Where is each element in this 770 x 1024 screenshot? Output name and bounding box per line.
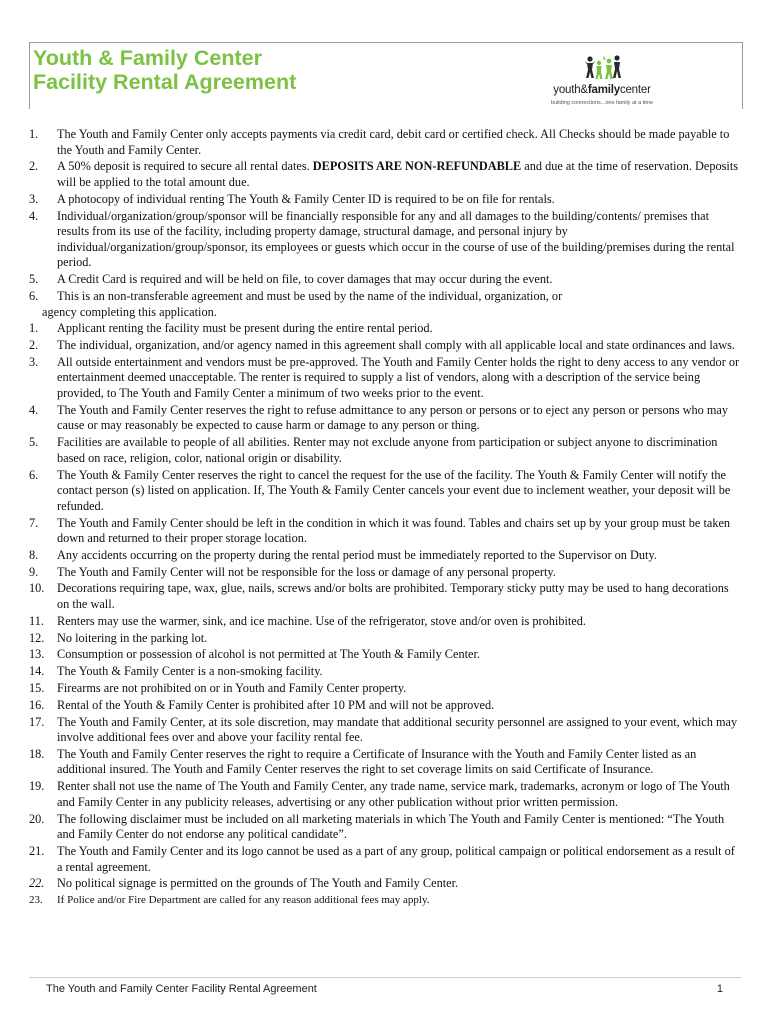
list-item-text: Decorations requiring tape, wax, glue, nails, screws and/or bolts are prohibited. Temporary sticky putty may be used to hang decorations on the wall. [57, 581, 729, 612]
list-item-text: If Police and/or Fire Department are called for any reason additional fees may apply. [57, 894, 430, 907]
list-item [29, 812, 741, 843]
list-item-number: 23. [29, 894, 43, 907]
list-item-text: Rental of the Youth & Family Center is prohibited after 10 PM and will not be approved. [57, 697, 495, 712]
list-item-number: 13. [29, 647, 45, 662]
list-item [29, 435, 741, 466]
list-item-number: 1. [29, 127, 39, 141]
list-item [29, 893, 741, 909]
logo-word-youth: youth& [553, 84, 588, 96]
footer-title: The Youth and Family Center Facility Rental Agreement [46, 983, 317, 995]
list-item [29, 614, 741, 630]
family-figures-icon [584, 52, 624, 82]
list-item-text: The Youth and Family Center reserves the right to require a Certificate of Insurance with the Youth and Family Center listed as an additional insured. The Youth and Family Center reserves the right to set coverage limits on said Certificate of Insurance. [57, 746, 697, 777]
list-item-number: 5. [29, 435, 39, 450]
list-item-number: 21. [29, 844, 45, 858]
logo-tagline: building connections...one family at a time [550, 100, 654, 106]
list-item [29, 565, 741, 581]
logo-word-family: family [587, 84, 620, 96]
list-item [29, 681, 741, 697]
list-item-text: The following disclaimer must be included on all marketing materials in which The Youth and Family Center is mentioned: “The Youth and Family Center do not endorse any political candidate”. [57, 811, 725, 842]
list-item [29, 715, 741, 746]
list-item-number: 3. [29, 354, 39, 369]
list-item-number: 8. [29, 547, 39, 562]
list-item-text: A 50% deposit is required to secure all rental dates. [57, 159, 313, 174]
list-item-text: Facilities are available to people of all abilities. Renter may not exclude anyone from participation or subject anyone to discrimination based on race, religion, color, national origin or disability. [57, 435, 718, 465]
rules-list [29, 127, 741, 910]
list-item-text: The Youth & Family Center is a non-smoking facility. [57, 664, 323, 679]
list-item [29, 876, 741, 892]
list-item-number: 6. [29, 467, 39, 482]
list-item-number: 3. [29, 191, 39, 206]
list-item-text: A photocopy of individual renting The Youth & Family Center ID is required to be on file for rentals. [57, 191, 555, 206]
list-item-text: No loitering in the parking lot. [57, 630, 208, 645]
list-item-number: 4. [29, 402, 39, 417]
list-item [29, 338, 741, 354]
list-item [29, 289, 741, 305]
page-footer [46, 983, 723, 995]
list-item-number: 16. [29, 697, 45, 712]
list-item-text: Firearms are not prohibited on or in Youth and Family Center property. [57, 680, 407, 695]
list-item [29, 355, 741, 402]
list-item [29, 321, 741, 337]
list-item [29, 779, 741, 810]
list-item-number: 20. [29, 811, 45, 826]
list-item-text: Applicant renting the facility must be present during the entire rental period. [57, 321, 433, 336]
list-item [29, 468, 741, 515]
list-item [29, 647, 741, 663]
list-item [29, 209, 741, 271]
list-item-text: Consumption or possession of alcohol is not permitted at The Youth & Family Center. [57, 647, 480, 662]
list-item [29, 192, 741, 208]
list-item-number: 2. [29, 159, 39, 174]
list-item [29, 403, 741, 434]
list-item-text: Renter shall not use the name of The Youth and Family Center, any trade name, service mark, trademarks, acronym or logo of The Youth and Family Center in any publicity releases, advertising or any other publication without prior written permission. [57, 779, 730, 809]
list-item-text: The Youth and Family Center should be left in the condition in which it was found. Tables and chairs set up by your group must be taken down and returned to their proper storage location. [57, 515, 731, 546]
list-item-text: The Youth and Family Center and its logo cannot be used as a part of any group, political campaign or political endorsement as a result of a rental agreement. [57, 844, 735, 874]
list-item-number: 5. [29, 272, 39, 287]
list-item-text: The individual, organization, and/or agency named in this agreement shall comply with all applicable local and state ordinances and laws. [57, 338, 735, 353]
list-item [29, 698, 741, 714]
list-item-number: 19. [29, 779, 45, 794]
list-item [29, 272, 741, 288]
list-item-number: 9. [29, 564, 39, 579]
list-item-number: 15. [29, 680, 45, 695]
title-line-2: Facility Rental Agreement [33, 70, 297, 94]
list-item-text: The Youth & Family Center reserves the right to cancel the request for the use of the facility. The Youth & Family Center will notify the contact person (s) listed on application. If, The Youth & Family Center cancels your event due to inclement weather, your deposit will be refunded. [57, 467, 731, 513]
list-item [29, 844, 741, 875]
list-item [29, 127, 741, 158]
page-number: 1 [716, 983, 723, 995]
list-item-continuation: agency completing this application. [42, 304, 217, 319]
list-item-number: 11. [29, 613, 44, 628]
list-item [29, 664, 741, 680]
list-item [29, 159, 741, 190]
list-item-number: 7. [29, 515, 39, 530]
list-item [29, 548, 741, 564]
list-item-text: The Youth and Family Center only accepts payments via credit card, debit card or certified check. All Checks should be made payable to the Youth and Family Center. [57, 127, 730, 157]
list-item-text: The Youth and Family Center will not be responsible for the loss or damage of any personal property. [57, 564, 556, 579]
list-item-text: Any accidents occurring on the property during the rental period must be immediately reported to the Supervisor on Duty. [57, 547, 657, 562]
list-item-number: 4. [29, 208, 39, 223]
list-item-text: A Credit Card is required and will be held on file, to cover damages that may occur during the event. [57, 272, 553, 287]
list-item-number: 17. [29, 714, 45, 729]
logo-wordmark [540, 84, 664, 96]
logo-word-center: center [619, 84, 651, 96]
list-item-number: 14. [29, 664, 45, 679]
list-item-text: Renters may use the warmer, sink, and ice machine. Use of the refrigerator, stove and/or oven is prohibited. [57, 613, 586, 628]
list-item-text: No political signage is permitted on the grounds of The Youth and Family Center. [57, 876, 459, 891]
list-item-number: 10. [29, 581, 45, 596]
list-item-number: 6. [29, 288, 39, 303]
list-item-number: 18. [29, 746, 45, 761]
list-item-number: 22. [29, 876, 45, 891]
list-item-text: All outside entertainment and vendors must be pre-approved. The Youth and Family Center holds the right to deny access to any vendor or entertainment deemed unacceptable. The renter is required to supply a list of vendors, along with a description of the service being provided, to The Youth and Family Center a minimum of two weeks prior to the event. [57, 354, 740, 400]
youth-family-center-logo [540, 52, 664, 110]
list-item [29, 516, 741, 547]
list-item-text: Individual/organization/group/sponsor will be financially responsible for any and all damages to the building/contents/ premises that results from its use of the facility, including property damage, structural damage, and personal injury by individual/organization/group/sponsor, its employees or guests which occur in the course of use of the building/premises during the rental period. [57, 208, 735, 270]
list-item-emphasis: DEPOSITS ARE NON-REFUNDABLE [312, 159, 522, 174]
list-item-text: This is an non-transferable agreement and must be used by the name of the individual, organization, or [57, 288, 563, 303]
list-item [29, 747, 741, 778]
list-item-text: The Youth and Family Center reserves the right to refuse admittance to any person or persons or to eject any person or persons who may cause or may reasonably be expected to cause harm or damage to any person or thing. [57, 402, 729, 433]
document-title [33, 46, 296, 94]
list-item [29, 581, 741, 612]
title-line-1: Youth & Family Center [33, 46, 262, 70]
footer-divider [29, 977, 741, 978]
list-item-text: The Youth and Family Center, at its sole discretion, may mandate that additional security personnel are assigned to your event, which may involve additional fees over and above your facility rental fee. [57, 714, 738, 745]
list-item-text-continued: and due at the time of reservation. Deposits will be applied to the total amount due. [57, 159, 739, 189]
list-item [29, 631, 741, 647]
list-item-number: 12. [29, 630, 45, 645]
list-item-number: 1. [29, 321, 39, 336]
list-item-number: 2. [29, 338, 39, 353]
